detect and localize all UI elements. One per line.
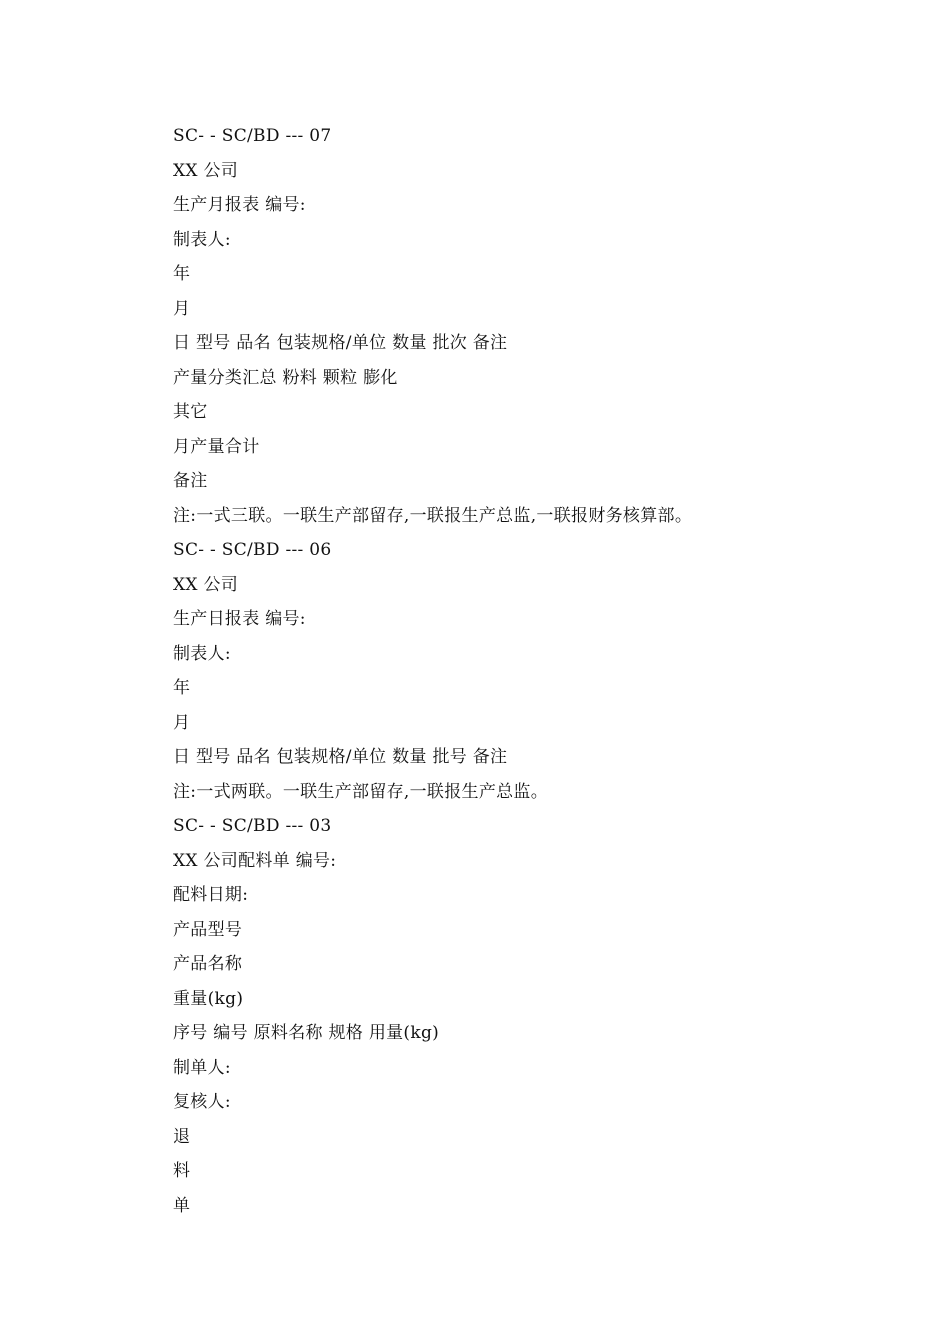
preparer-label: 制表人:	[173, 643, 231, 664]
form-code-line: SC- - SC/BD --- 07	[173, 126, 332, 146]
remarks-label: 备注	[173, 471, 208, 491]
date-year-label: 年	[173, 264, 191, 284]
text-line: 其它	[173, 402, 208, 422]
text-line: 产品型号	[173, 919, 243, 940]
text-line: 料	[173, 1161, 191, 1181]
form-title: 生产日报表 编号:	[173, 609, 306, 629]
preparer-label: 制表人:	[173, 229, 231, 250]
date-month-label: 月	[173, 298, 191, 319]
table-header-line: 日 型号 品名 包装规格/单位 数量 批号 备注	[173, 747, 508, 767]
note-line: 注:一式两联。一联生产部留存,一联报生产总监。	[173, 781, 549, 802]
text-line: 退	[173, 1126, 191, 1147]
text-line: 月产量合计	[173, 436, 260, 457]
form-title: XX 公司配料单 编号:	[173, 850, 337, 871]
date-year-label: 年	[173, 678, 191, 698]
form-title: 生产月报表 编号:	[173, 195, 306, 215]
text-line: 单	[173, 1195, 191, 1216]
text-line: 制单人:	[173, 1057, 231, 1078]
form-code-line: SC- - SC/BD --- 03	[173, 816, 332, 836]
document-body	[173, 119, 873, 1223]
form-code-line: SC- - SC/BD --- 06	[173, 540, 332, 560]
company-name: XX 公司	[173, 574, 239, 595]
table-header-line: 序号 编号 原料名称 规格 用量(kg)	[173, 1023, 440, 1043]
table-header-line: 日 型号 品名 包装规格/单位 数量 批次 备注	[173, 333, 508, 353]
text-line: 复核人:	[173, 1092, 231, 1112]
date-month-label: 月	[173, 712, 191, 733]
text-line: 产品名称	[173, 954, 243, 974]
company-name: XX 公司	[173, 160, 239, 181]
summary-header-line: 产量分类汇总 粉料 颗粒 膨化	[173, 367, 398, 388]
text-line: 配料日期:	[173, 885, 249, 905]
note-line: 注:一式三联。一联生产部留存,一联报生产总监,一联报财务核算部。	[173, 505, 693, 526]
text-line: 重量(kg)	[173, 988, 244, 1009]
